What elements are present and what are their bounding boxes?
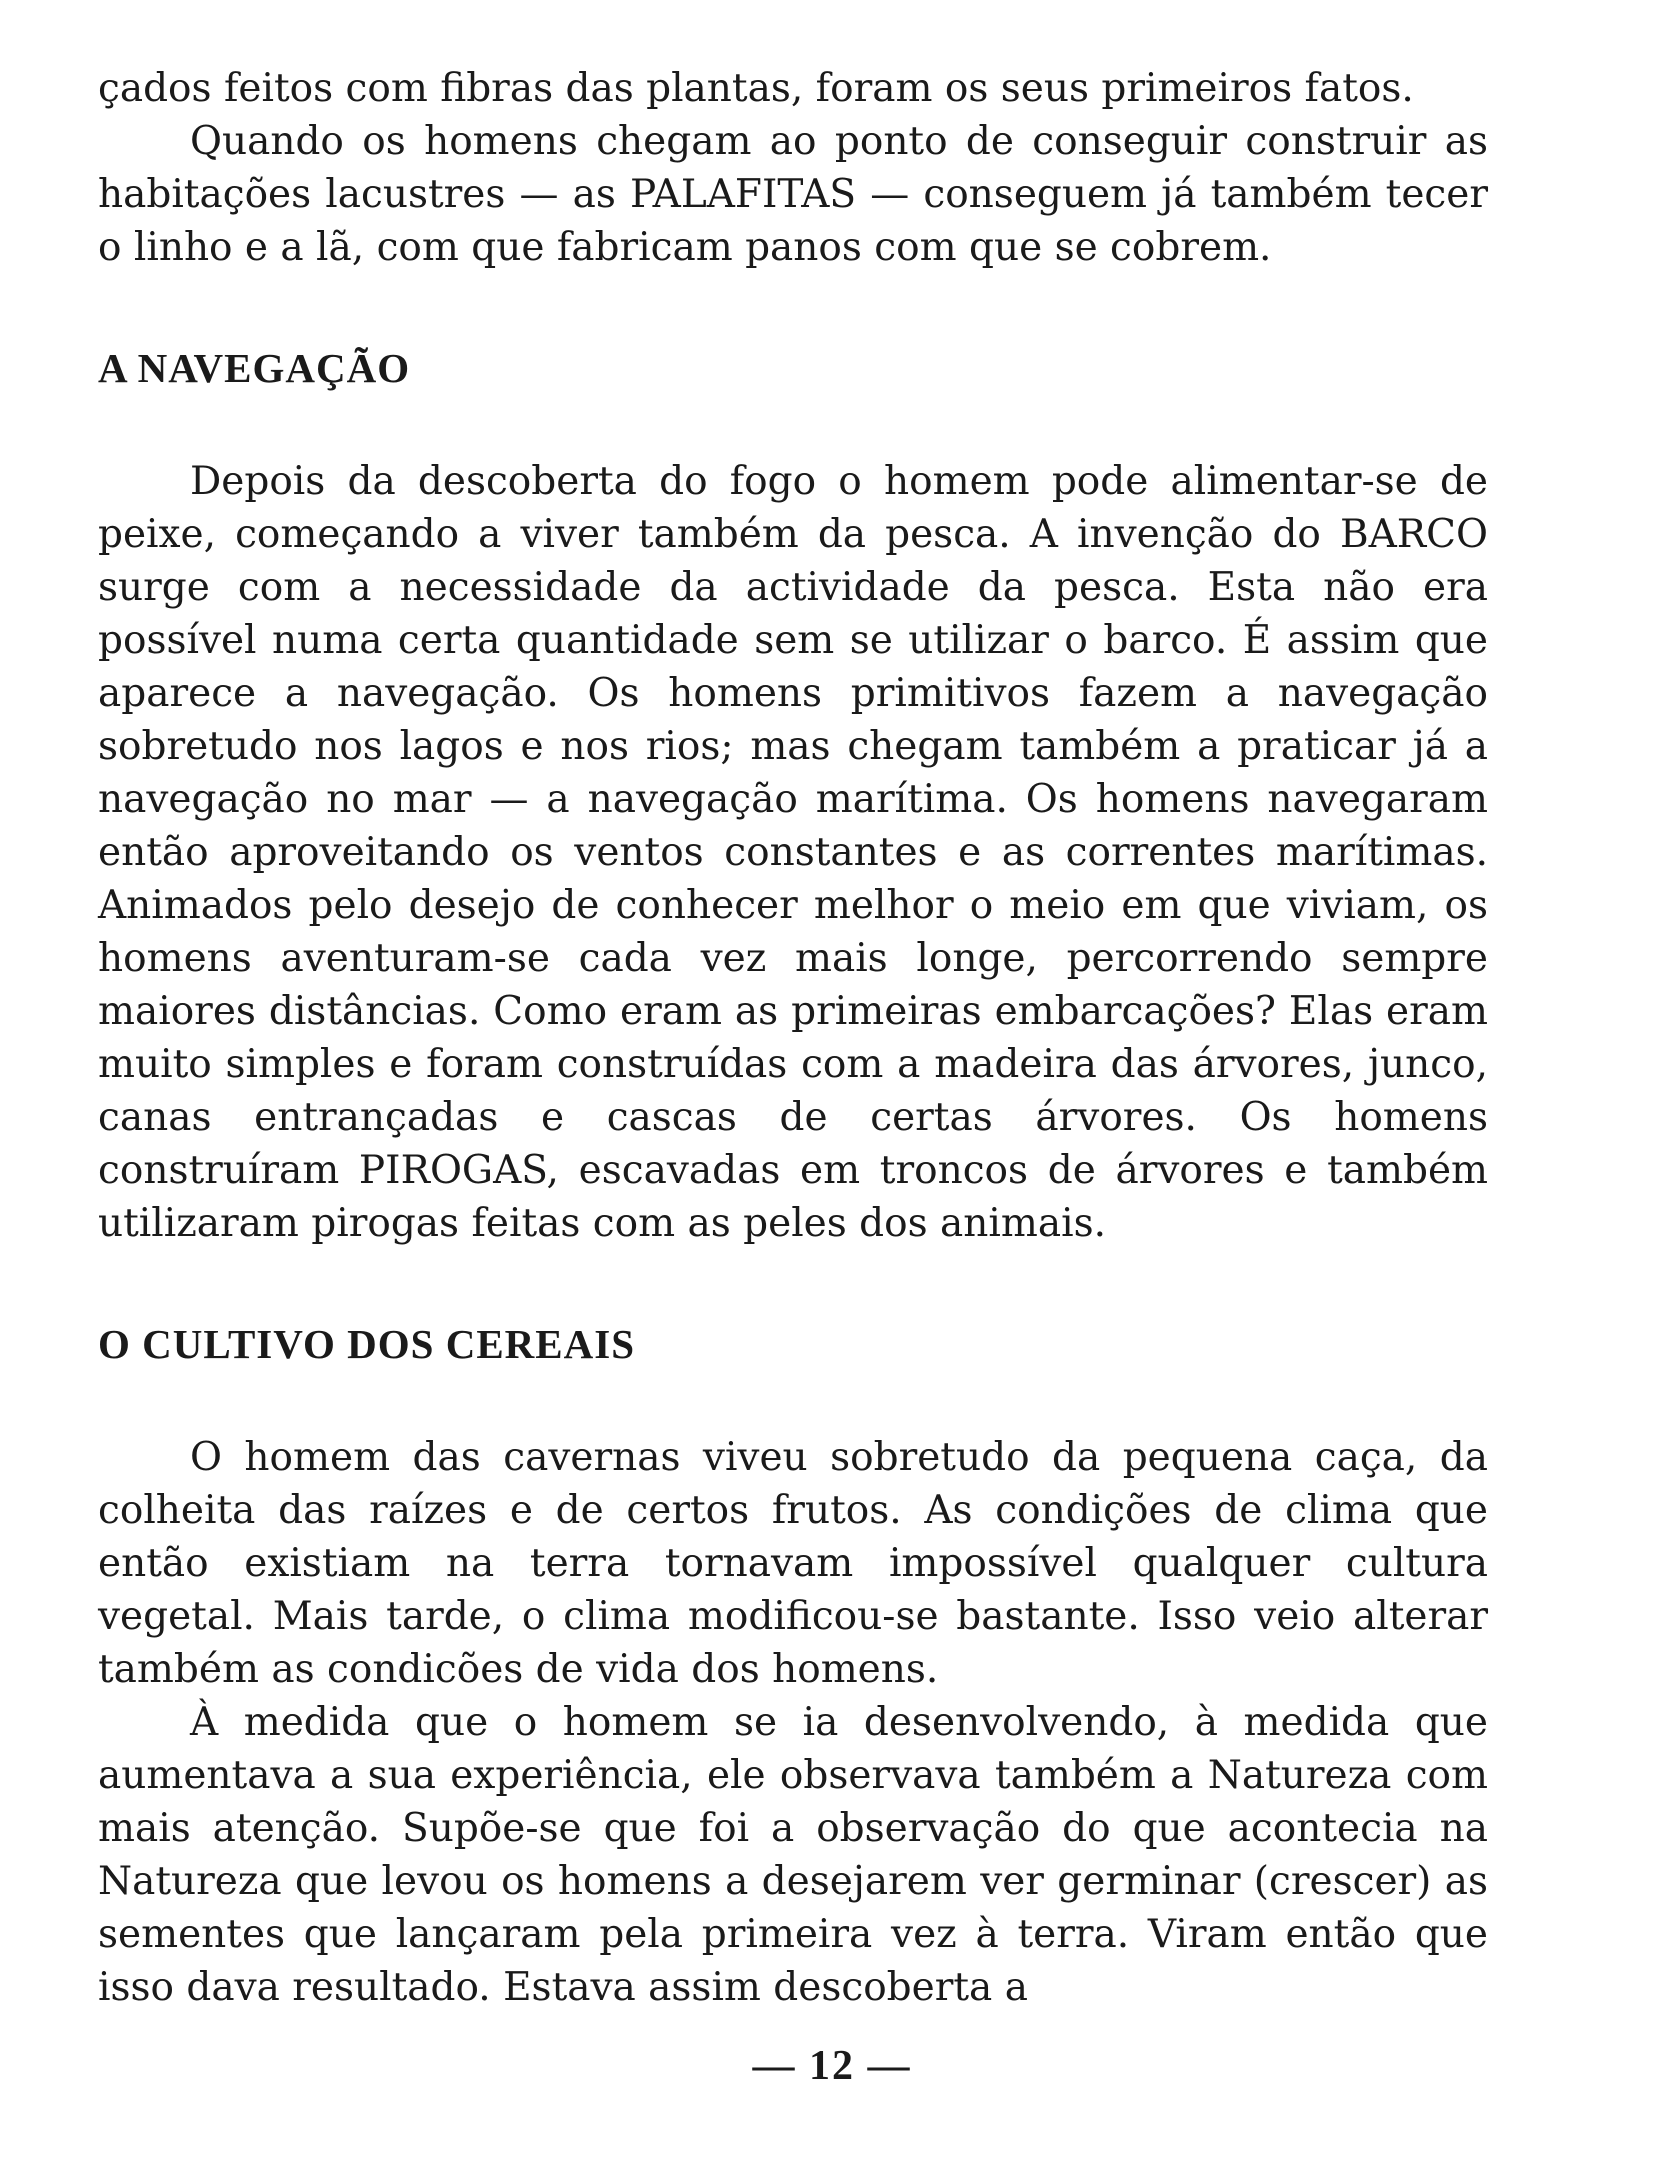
cereais-paragraph-2: À medida que o homem se ia desenvolvendo, à medida que aumentava a sua experiência, ele observava também a Natureza com mais atenção. Supõe-se que foi a observação do que acontecia na Natureza que levou os homens a desejarem ver germinar (crescer) as sementes que lançaram pela primeira vez à terra. Viram então que isso dava resultado. Estava assim descoberta a xyxy=(98,1700,1488,2010)
section-heading-navegacao: A NAVEGAÇÃO xyxy=(98,345,411,391)
palafitas-paragraph: Quando os homens chegam ao ponto de conseguir construir as habitações lacustres — as PALAFITAS — conseguem já também tecer o linho e a lã, com que fabricam panos com que se cobrem. xyxy=(98,119,1488,270)
continuation-paragraph: çados feitos com fibras das plantas, foram os seus primeiros fatos. xyxy=(98,66,1414,111)
cereais-paragraph-1: O homem das cavernas viveu sobretudo da pequena caça, da colheita das raízes e de certos frutos. As condições de clima que então existiam na terra tornavam impossível qualquer cultura vegetal. Mais tarde, o clima modificou-se bastante. Isso veio alterar também as condicões de vida dos homens. xyxy=(98,1435,1488,1692)
page-body xyxy=(98,62,1488,2014)
navegacao-paragraph: Depois da descoberta do fogo o homem pode alimentar-se de peixe, começando a viver também da pesca. A invenção do BARCO surge com a necessidade da actividade da pesca. Esta não era possível numa certa quantidade sem se utilizar o barco. É assim que aparece a navegação. Os homens primitivos fazem a navegação sobretudo nos lagos e nos rios; mas chegam também a praticar já a navegação no mar — a navegação marítima. Os homens navegaram então aproveitando os ventos constantes e as correntes marítimas. Animados pelo desejo de conhecer melhor o meio em que viviam, os homens aventuram-se cada vez mais longe, percorrendo sempre maiores distâncias. Como eram as primeiras embarcações? Elas eram muito simples e foram construídas com a madeira das árvores, junco, canas entrançadas e cascas de certas árvores. Os homens construíram PIROGAS, escavadas em troncos de árvores e também utilizaram pirogas feitas com as peles dos animais. xyxy=(98,459,1488,1246)
section-heading-cereais: O CULTIVO DOS CEREAIS xyxy=(98,1321,636,1367)
page-number: — 12 — xyxy=(752,2043,912,2089)
